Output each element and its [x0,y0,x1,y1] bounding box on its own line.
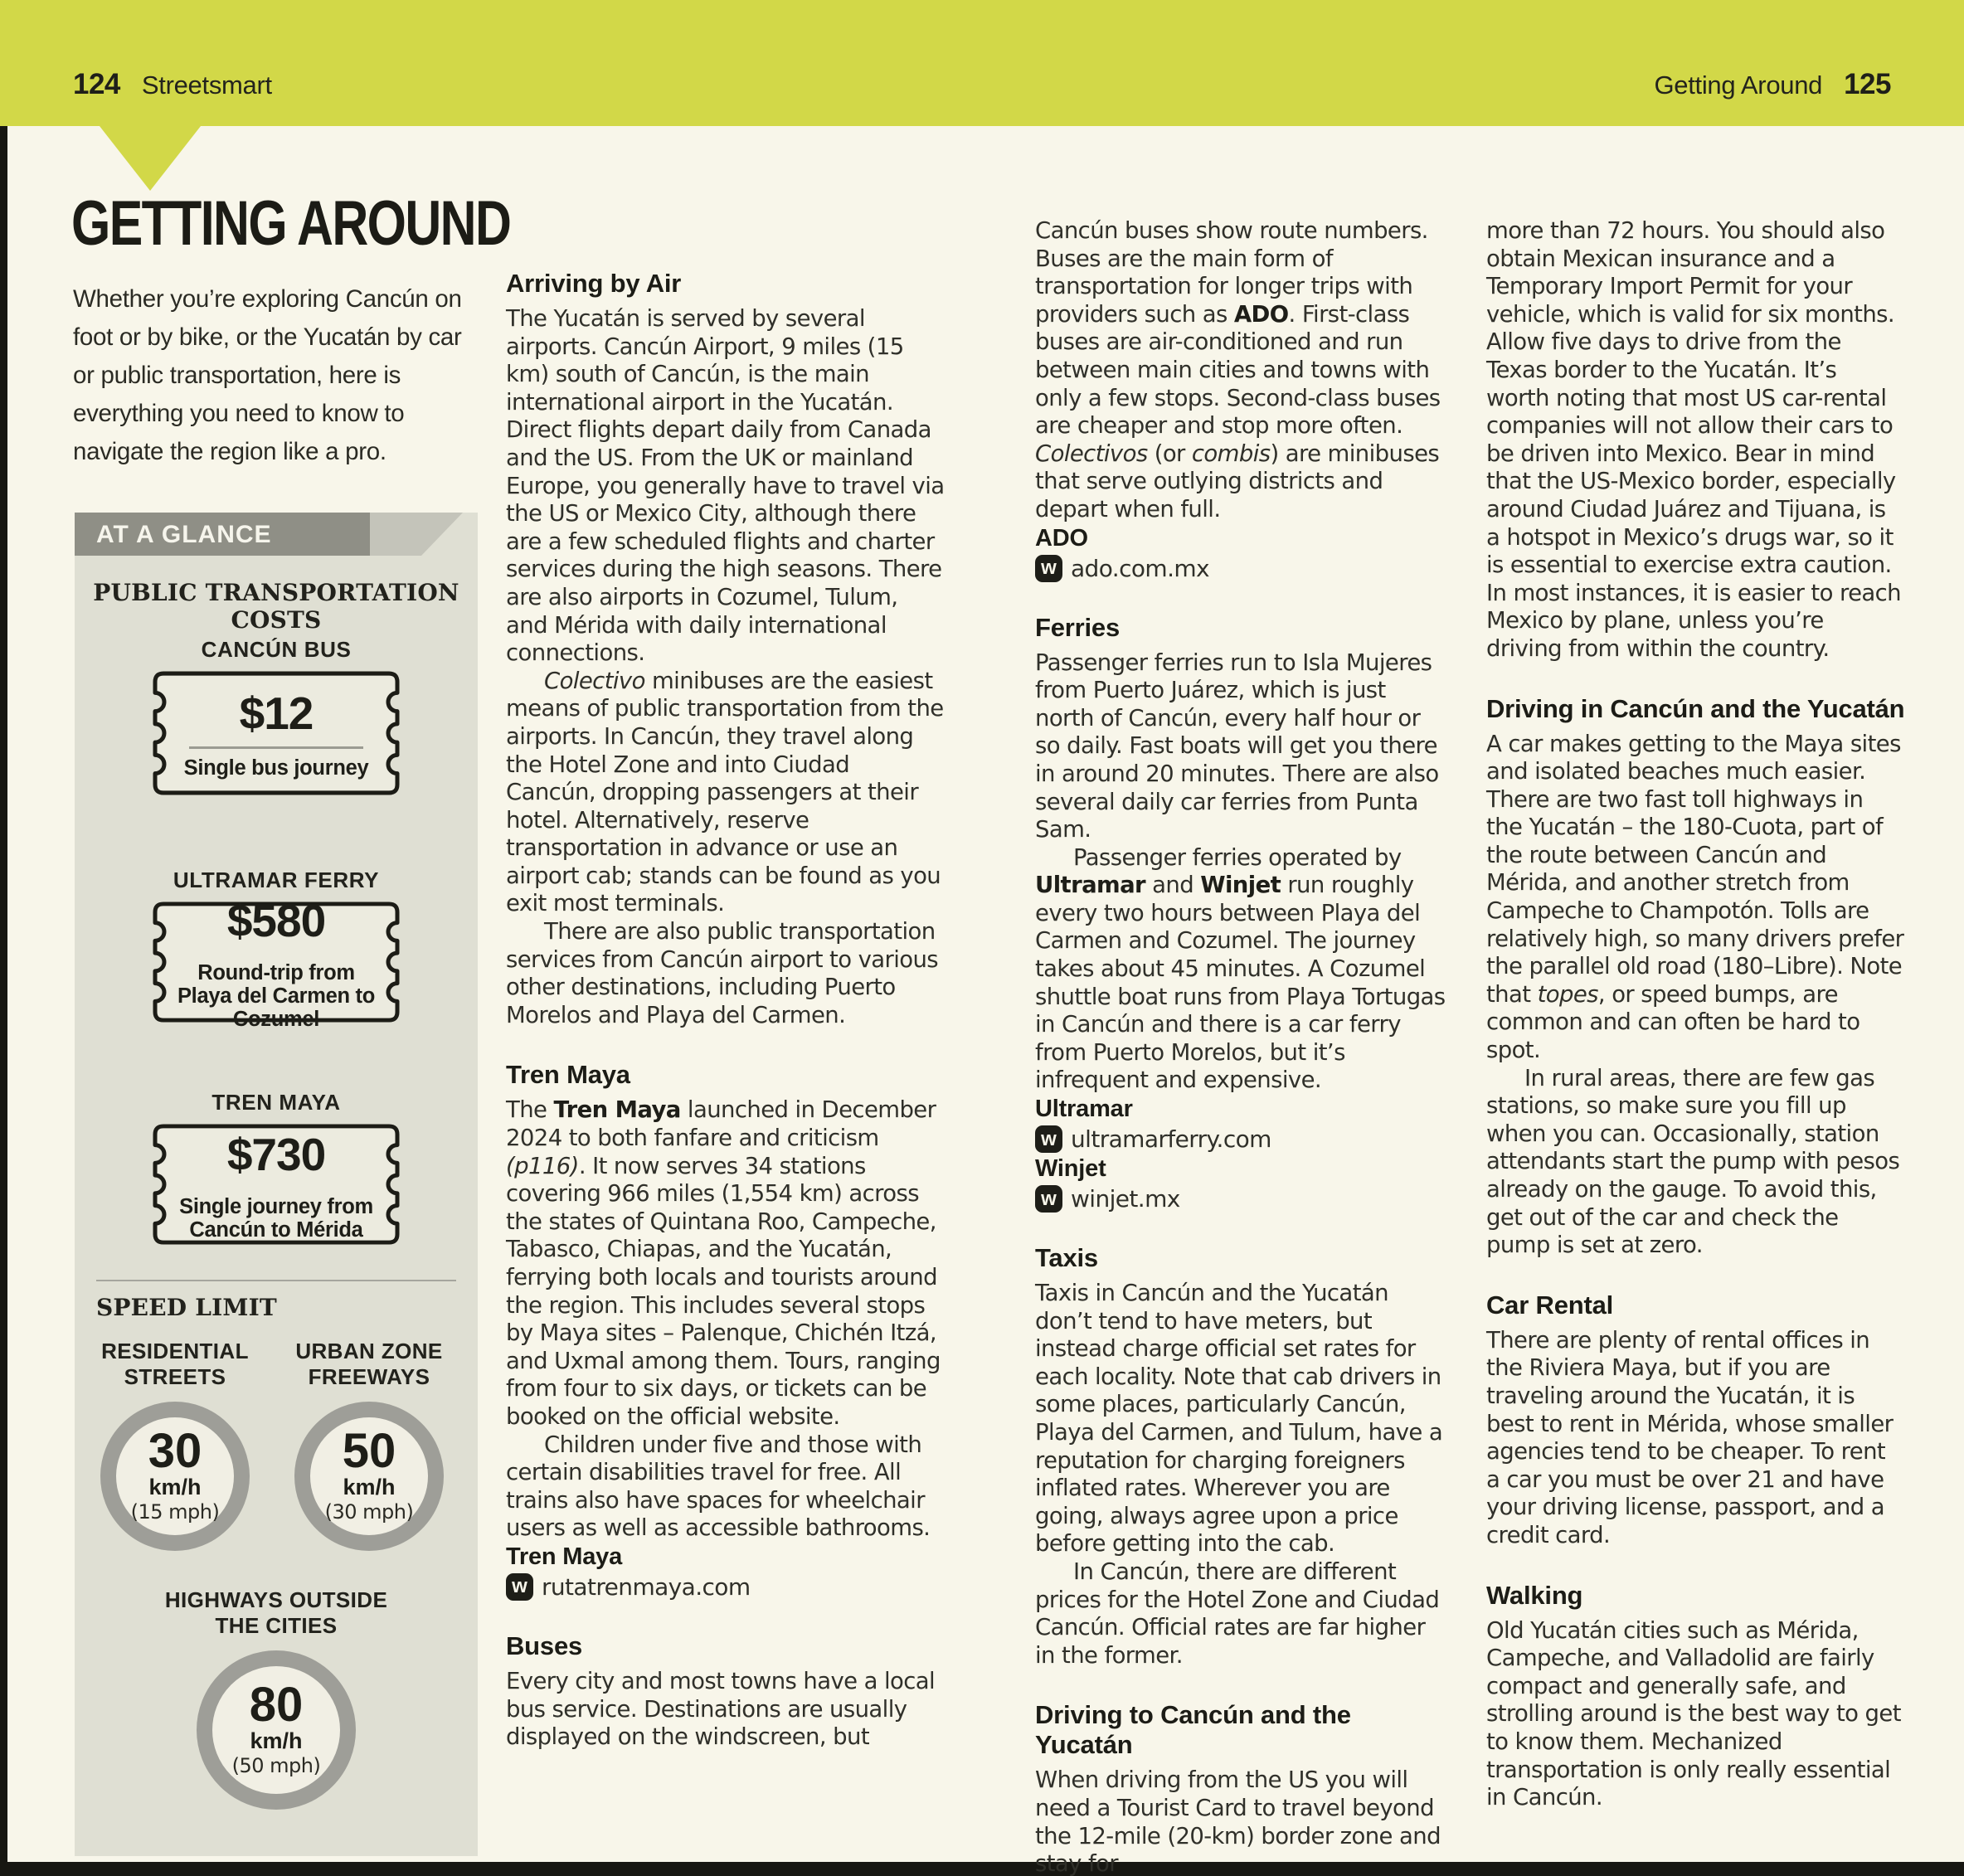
website-link [506,1573,946,1601]
speed-value: 50 [342,1424,396,1478]
section-heading: Ferries [1035,612,1120,642]
speed-unit: km/h [148,1475,202,1499]
sidebar-divider [96,1280,456,1281]
website-label: Tren Maya [506,1543,623,1570]
body-paragraph: There are plenty of rental offices in the Riviera Maya, but if you are traveling around the Yucatán, it is best to rent in Mérida, whose smaller agencies tend to be cheaper. To rent a car you must be over 21 and have your driving license, passport, and a credit card. [1486,1326,1894,1548]
text-column-3 [1486,217,1905,1812]
speed-unit: km/h [250,1728,303,1753]
section-heading: Car Rental [1486,1290,1614,1320]
ticket-label: ULTRAMAR FERRY [173,868,380,892]
body-paragraph: In Cancún, there are different prices for the Hotel Zone and Ciudad Cancún. Official rates are far higher in the former. [1035,1558,1440,1669]
website-icon: w [1035,1125,1062,1153]
body-paragraph: Cancún buses show route numbers. Buses are the main form of transportation for longer trips with providers such as ADO. First-class buses are air-conditioned and run between main cities and towns with only a few stops. Second-class buses are cheaper and stop more often. Colectivos (or combis) are minibuses that serve outlying districts and depart when full. [1035,217,1441,522]
website-url: ado.com.mx [1071,554,1210,582]
speed-sign-circle [100,1402,250,1551]
speed-sign [88,1339,262,1551]
speed-sign-circle [197,1650,356,1810]
page-header-band [0,0,1964,126]
body-paragraph: When driving from the US you will need a Tourist Card to travel beyond the 12-mile (20-km) border zone and stay for [1035,1767,1441,1876]
ticket-description: Single bus journey [183,756,369,780]
speed-mph: (50 mph) [231,1754,321,1777]
ticket [152,670,401,796]
text-column-2 [1035,217,1450,1876]
website-url: winjet.mx [1071,1185,1180,1213]
website-icon: w [1035,555,1062,582]
speed-unit: km/h [343,1475,396,1499]
ticket [152,894,401,1031]
body-paragraph: The Tren Maya launched in December 2024 to both fanfare and criticism (p116). It now serves 34 stations covering 966 miles (1,554 km) across the states of Quintana Roo, Campeche, Tabasco, Chiapas, and the Yucatán, ferrying both locals and tourists around the region. This includes several stops by Maya sites – Palenque, Chichén Itzá, and Uxmal among them. Tours, ranging from four to six days, or tickets can be booked on the official website. [506,1096,941,1430]
ticket-group [75,868,478,1031]
body-paragraph: more than 72 hours. You should also obtain Mexican insurance and a Temporary Import Permit for your vehicle, which is valid for six months. Allow five days to drive from the Texas border to the Yucatán. It’s worth noting that most US car-rental companies will not allow their cars to be driven into Mexico. Bear in mind that the US-Mexico border, especially around Ciudad Juárez and Tijuana, is a hotspot in Mexico’s drugs war, so it is essential to exercise extra caution. In most instances, it is easier to reach Mexico by plane, unless you’re driving from within the country. [1486,217,1902,662]
speed-sign-label: HIGHWAYS OUTSIDE THE CITIES [164,1587,388,1638]
text-column-1 [506,217,946,1752]
ticket-description: Single journey from Cancún to Mérida [179,1194,373,1242]
section-name-right: Getting Around [1654,70,1823,100]
section-heading: Arriving by Air [506,269,682,298]
page-number-right: 125 [1844,68,1891,100]
ticket-content [152,1123,401,1246]
ticket-price: $12 [239,688,314,739]
speed-sign-label: RESIDENTIAL STREETS [101,1339,249,1389]
website-icon: w [506,1573,533,1601]
website-label: Winjet [1035,1155,1106,1183]
speed-value: 80 [249,1678,304,1732]
section-heading: Walking [1486,1580,1583,1610]
section-heading: Tren Maya [506,1060,630,1090]
speed-sign [156,1587,396,1810]
banner-label: AT A GLANCE [75,513,370,556]
speed-sign [282,1339,456,1551]
website-link [1035,1125,1450,1153]
ticket-price: $730 [226,1128,326,1180]
ticket-group [75,1090,478,1246]
body-paragraph: The Yucatán is served by several airports. Cancún Airport, 9 miles (15 km) south of Cancún, is the main international airport in the Yucatán. Direct flights depart daily from Canada and the US. From the UK or mainland Europe, you generally have to travel via the US or Mexico City, although there are a few scheduled flights and charter services during the high seasons. There are also airports in Cozumel, Tulum, and Mérida with daily international connections. [506,305,945,667]
page-left-edge [0,126,7,1876]
header-left [73,68,272,101]
body-paragraph: Old Yucatán cities such as Mérida, Campeche, and Valladolid are fairly compact and generally safe, and strolling around is the best way to get to know them. Mechanized transportation is only really essential in Cancún. [1486,1616,1901,1811]
speed-mph: (30 mph) [324,1500,414,1524]
section-heading: Buses [506,1631,583,1660]
speed-sign-circle [294,1402,444,1551]
ticket-label: CANCÚN BUS [201,637,352,662]
ticket-divider [189,746,363,749]
band-pointer-triangle-icon [100,126,201,191]
body-paragraph: Every city and most towns have a local bus service. Destinations are usually displayed on the windscreen, but [506,1667,936,1751]
website-icon: w [1035,1185,1062,1213]
website-url: rutatrenmaya.com [542,1572,751,1601]
body-paragraph: In rural areas, there are few gas stations, so make sure you fill up when you can. Occasionally, station attendants start the pump with pesos already on the gauge. To avoid this, get out of the car and check the pump is set at zero. [1486,1064,1900,1259]
ticket [152,1123,401,1246]
ticket-group [75,637,478,796]
at-a-glance-banner [75,513,478,556]
website-link [1035,1185,1450,1213]
intro-paragraph: Whether you’re exploring Cancún on foot or by bike, or the Yucatán by car or public transportation, here is everything you need to know to navigate the region like a pro. [73,285,462,465]
website-link [1035,555,1450,582]
page-title: GETTING AROUND [71,188,511,259]
body-paragraph: A car makes getting to the Maya sites and isolated beaches much easier. There are two fast toll highways in the Yucatán – the 180-Cuota, part of the route between Cancún and Mérida, and another stretch from Campeche to Champotón. Tolls are relatively high, so many drivers prefer the parallel old road (180–Libre). Note that topes, or speed bumps, are common and can often be hard to spot. [1486,730,1904,1064]
costs-title: PUBLIC TRANSPORTATION COSTS [93,579,459,634]
speed-mph: (15 mph) [130,1500,220,1524]
at-a-glance-panel [75,513,478,1856]
body-paragraph: Passenger ferries run to Isla Mujeres from Puerto Juárez, which is just north of Cancún, every half hour or so daily. Fast boats will get you there in around 20 minutes. There are also several daily car ferries from Punta Sam. [1035,649,1439,843]
body-paragraph: Passenger ferries operated by Ultramar and Winjet run roughly every two hours between Playa del Carmen and Cozumel. The journey takes about 45 minutes. A Cozumel shuttle boat runs from Playa Tortugas in Cancún and there is a car ferry from Puerto Morelos, but it’s infrequent and expensive. [1035,843,1446,1094]
ticket-description: Round-trip from Playa del Carmen to Cozumel [177,960,376,1031]
ticket-content [152,670,401,796]
speed-value: 30 [148,1424,202,1478]
speed-sign-label: URBAN ZONE FREEWAYS [295,1339,443,1389]
website-url: ultramarferry.com [1071,1125,1271,1154]
section-heading: Driving in Cancún and the Yucatán [1486,693,1905,723]
section-name-left: Streetsmart [141,70,272,100]
website-label: ADO [1035,524,1088,552]
section-heading: Taxis [1035,1243,1098,1273]
section-heading: Driving to Cancún and the Yucatán [1035,1700,1351,1760]
speed-limit-title: SPEED LIMIT [96,1294,277,1321]
website-label: Ultramar [1035,1096,1133,1123]
page-number-left: 124 [73,68,120,100]
body-paragraph: Colectivo minibuses are the easiest means of public transportation from the airports. In Cancún, they travel along the Hotel Zone and into Ciudad Cancún, dropping passengers at their hotel. Alternatively, reserve transportation in advance or use an airport cab; stands can be found as you exit most terminals. [506,667,944,917]
ticket-price: $580 [226,894,326,946]
body-paragraph: Children under five and those with certain disabilities travel for free. All trains also have spaces for wheelchair users as well as accessible bathrooms. [506,1431,931,1542]
ticket-label: TREN MAYA [211,1090,341,1115]
header-right [1654,68,1891,101]
page-bottom-bar [0,1862,1964,1876]
ticket-content [152,894,401,1031]
body-paragraph: Taxis in Cancún and the Yucatán don’t tend to have meters, but instead charge official set rates for each locality. Note that cab drivers in some places, particularly Cancún, Playa del Carmen, and Tulum, have a reputation for charging foreigners inflated rates. Wherever you are going, always agree upon a price before getting into the cab. [1035,1280,1443,1558]
body-paragraph: There are also public transportation services from Cancún airport to various other destinations, including Puerto Morelos and Playa del Carmen. [506,918,939,1028]
